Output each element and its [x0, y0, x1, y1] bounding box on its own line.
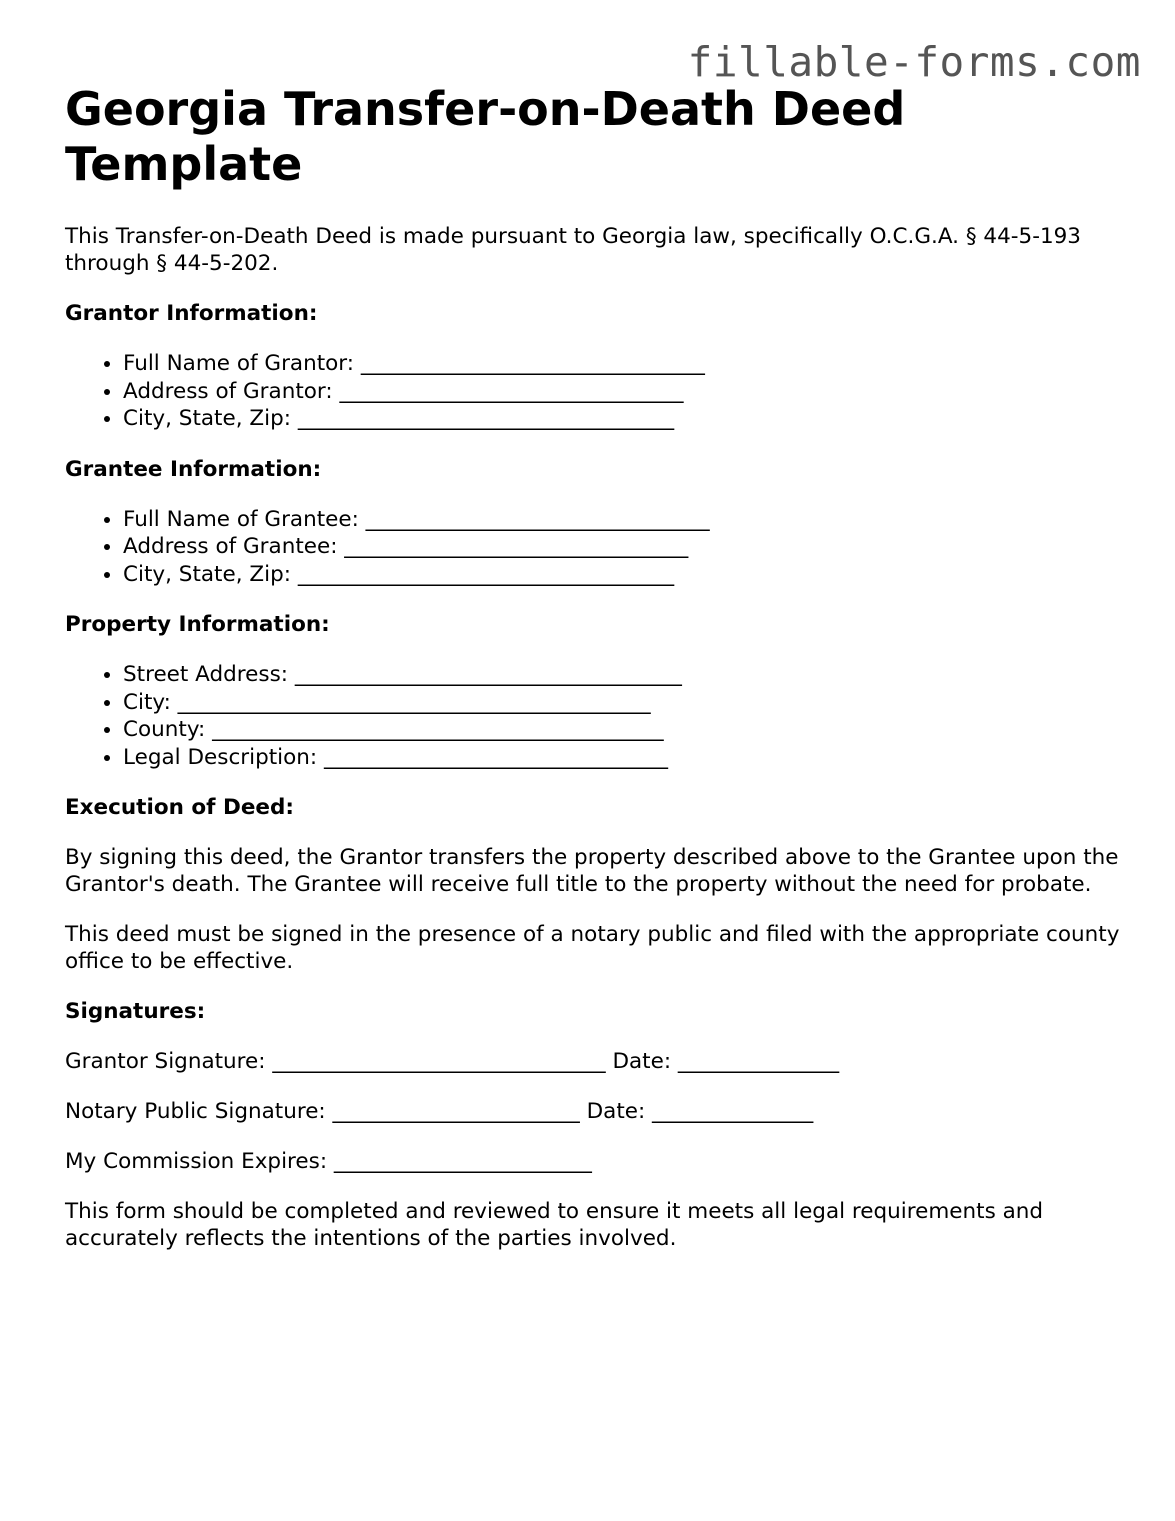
- grantor-heading: Grantor Information:: [65, 301, 318, 326]
- grantor-full-name-field[interactable]: • Full Name of Grantor: ________________________________: [123, 350, 1125, 378]
- grantor-signature-line[interactable]: Grantor Signature: _______________________________ Date: _______________: [65, 1049, 840, 1074]
- property-legal-description-field[interactable]: • Legal Description: ________________________________: [123, 744, 1125, 772]
- property-county-field[interactable]: • County: __________________________________________: [123, 716, 1125, 744]
- grantee-address-field[interactable]: • Address of Grantee: ________________________________: [123, 533, 1125, 561]
- closing-paragraph: This form should be completed and reviewed to ensure it meets all legal requirements and accurately reflects the intentions of the parties involved.: [65, 1199, 1044, 1251]
- grantee-heading: Grantee Information:: [65, 456, 322, 482]
- property-street-address-field[interactable]: • Street Address: ____________________________________: [123, 661, 1125, 689]
- grantor-list: [65, 350, 1125, 433]
- property-heading: Property Information:: [65, 612, 330, 637]
- property-list: [65, 661, 1125, 771]
- page-title: Georgia Transfer-on-Death Deed Template: [65, 82, 906, 191]
- watermark: fillable-forms.com: [687, 38, 1141, 86]
- commission-expires-line[interactable]: My Commission Expires: ________________________: [65, 1149, 592, 1174]
- grantee-full-name-field[interactable]: • Full Name of Grantee: ________________________________: [123, 506, 1125, 534]
- grantee-city-state-zip-field[interactable]: • City, State, Zip: ___________________________________: [123, 561, 1125, 589]
- execution-heading: Execution of Deed:: [65, 795, 295, 820]
- execution-paragraph-1: By signing this deed, the Grantor transfers the property described above to the Grantee upon the Grantor's death. The Grantee will receive full title to the property without the need for probate.: [65, 845, 1119, 897]
- grantor-city-state-zip-field[interactable]: • City, State, Zip: ___________________________________: [123, 405, 1125, 433]
- execution-paragraph-2: This deed must be signed in the presence of a notary public and filed with the appropriate county office to be effective.: [65, 922, 1120, 974]
- grantor-address-field[interactable]: • Address of Grantor: ________________________________: [123, 378, 1125, 406]
- property-city-field[interactable]: • City: ____________________________________________: [123, 689, 1125, 717]
- grantee-list: [65, 506, 1125, 589]
- intro-paragraph: This Transfer-on-Death Deed is made pursuant to Georgia law, specifically O.C.G.A. § 44-5-193 through § 44-5-202.: [65, 224, 1081, 276]
- notary-signature-line[interactable]: Notary Public Signature: _______________________ Date: _______________: [65, 1099, 814, 1124]
- document-body: [65, 82, 1125, 1275]
- signatures-heading: Signatures:: [65, 999, 206, 1024]
